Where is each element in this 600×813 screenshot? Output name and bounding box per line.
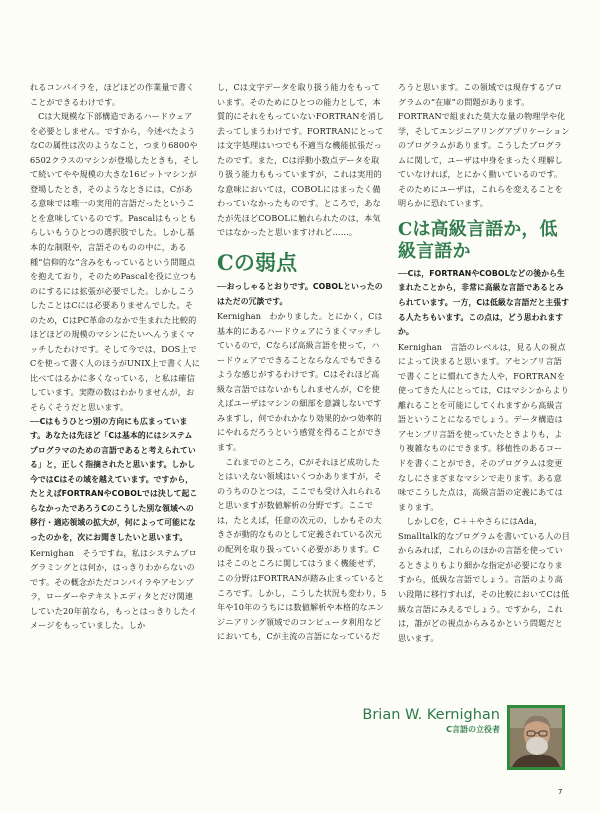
interviewer-question: ──おっしゃるとおりです。COBOLといったのはただの冗談です。 bbox=[217, 282, 383, 306]
body-paragraph: Kernighan そうですね，私はシステムプログラミングとは何か，はっきりわからないのです。その概念がただコンパイラやアセンブラ，ローダーやテキストエディタとだけ関連していた20年前なら，もっとはっきりしたイメージをもっていました。しか bbox=[30, 547, 198, 631]
page-number: 7 bbox=[558, 788, 563, 796]
body-paragraph: Cは大規模な下部構造であるハードウェアを必要としません。ですから，今述べたようなCの属性は次のようなこと，つまり6800や6502クラスのマシンが登場したときも，そして続いてやや規模の大きな16ビットマシンが登場したとき，そのようなときには，Cがある意味では唯一の実用的言語だったということを意味しているのです。Pascalはもっともらしいもうひとつの選択肢でした。しかし基本的な制限や，言語そのものの中に，ある種“信仰的な”含みをもっているという問題点を抱えており，そのためPascalを役に立つものにするには拡張が必要でした。しかしこうしたことはCには必要ありませんでした。そのため，CはPC革命のなかで生まれた比較的ほどほどの規模のマシンにたいへんうまくマッチしたわけです。そして今では，DOS上でCを使って書く人のほうがUNIX上で書く人に比べてはるかに多くなっている，と私は確信しています。実際の数はわかりませんが，おそらくそうだと思います。 bbox=[30, 111, 200, 413]
byline-role: C言語の立役者 bbox=[446, 725, 500, 734]
portrait-photo bbox=[507, 705, 565, 770]
body-paragraph: これまでのところ，Cがそれほど成功したとはいえない領域はいくつかありますが，そのうちのひとつは，ここでも受け入れられると思いますが数値解析の分野です。ここでは，たとえば，任意の次元の，しかもその大きさが動的なものとして定義されている次元の配列を取り扱っていく必要があります。Cはそこのところに関してはうまく機能せず，この分野はFORTRANが踏み止まっているところです。しかし，こうした状況も変わり，5年や10年のうちには数値解析や本格的なエンジニアリング領域でのコンピュータ利用などにおいても，Cが主流の言語になっているだ bbox=[217, 456, 387, 642]
body-paragraph: Kernighan 言語のレベルは，見る人の視点によって決まると思います。アセンブリ言語で書くことに慣れてきた人や，FORTRANを使ってきた人にとっては，Cはマシンからより離れることを可能にしてくれますから高級言語ということになるでしょう。データ構造はアセンブリ言語を使っていたときよりも，より複雑なものにできます。移植性のあるコードを書くことができ，そのプログラムは変更なしにさまざまなマシンで走ります。ある意味でこうした点は，高級言語の定義にあてはまります。 bbox=[398, 341, 569, 512]
byline-name: Brian W. Kernighan bbox=[362, 707, 500, 723]
body-paragraph: ろうと思います。この領域では現存するプログラムの“在庫”の問題があります。FORTRANで組まれた莫大な量の物理学や化学，そしてエンジニアリングアプリケーションのプログラムがあります。こうしたプログラムに関して，ユーザは中身をまったく理解していなければ，とにかく動いているのです。そのためにユーザは，これらを変えることを明らかに恐れています。 bbox=[398, 82, 570, 209]
body-paragraph: れるコンパイラを，ほどほどの作業量で書くことができるわけです。 bbox=[30, 82, 195, 107]
text-column-middle bbox=[217, 80, 387, 644]
text-column-right bbox=[398, 80, 570, 645]
interviewer-question: ──Cは，FORTRANやCOBOLなどの後から生まれたことから，非常に高級な言語であるとみられています。一方，Cは低級な言語だと主張する人たちもいます。この点は，どう思われますか。 bbox=[398, 268, 570, 337]
body-paragraph: し，Cは文字データを取り扱う能力をもっています。そのためにひとつの能力として，本質的にそれをもっていないFORTRANを消し去ってしまうわけです。FORTRANにとっては文字処理はいつでも不適当な機能拡張だったのです。また，Cは浮動小数点データを取り扱う能力ももっていますが，これは実用的な意味においては，COBOLにはまったく備わっていなかったものです。ところで，あなたが先ほどCOBOLに触れられたのは，本気ではなかったと思いますけれど……。 bbox=[217, 82, 385, 238]
section-heading: Cの弱点 bbox=[217, 250, 298, 276]
body-paragraph: Kernighan わかりました。とにかく，Cは基本的にあるハードウェアにうまくマッチしているので，Cならば高級言語を使って，ハードウェアでできることならなんでもできるような感じがするわけです。Cはそれほど高級な言語ではないかもしれませんが，Cを使えばユーザはマシンの細部を意識しないですみますし，何でかれかなり効果的かつ効率的にやれるだろうという感覚を得ることができます。 bbox=[217, 311, 383, 453]
body-paragraph: しかしCを，C＋＋やさらにはAda，Smalltalk的なプログラムを書いている人の目からみれば，これらのほかの言語を使っているときよりもより細かな指定が必要になりますから，低級な言語でしょう。言語のより高い段階に移行すれば，その比較においてCは低級な言語にみえるでしょう。ですから，これは，誰がどの視点からみるかという問題だと思います。 bbox=[398, 516, 570, 643]
section-heading: Cは高級言語か，低級言語か bbox=[398, 218, 558, 262]
portrait-illustration bbox=[510, 708, 562, 767]
byline bbox=[340, 706, 500, 736]
interviewer-question: ──Cはもうひとつ別の方向にも広まっています。あなたは先ほど「Cは基本的にはシステムプログラマのための言語であると考えられている」と，正しく指摘されたと思います。しかし今ではCはその域を越えています。ですから，たとえばFORTRANやCOBOLでは決して起こらなかったであろうCのこうした別な領域への移行・適応領域の拡大が，何によって可能になったのかを，次にお聞きしたいと思います。 bbox=[30, 416, 198, 542]
text-column-left bbox=[30, 80, 200, 633]
